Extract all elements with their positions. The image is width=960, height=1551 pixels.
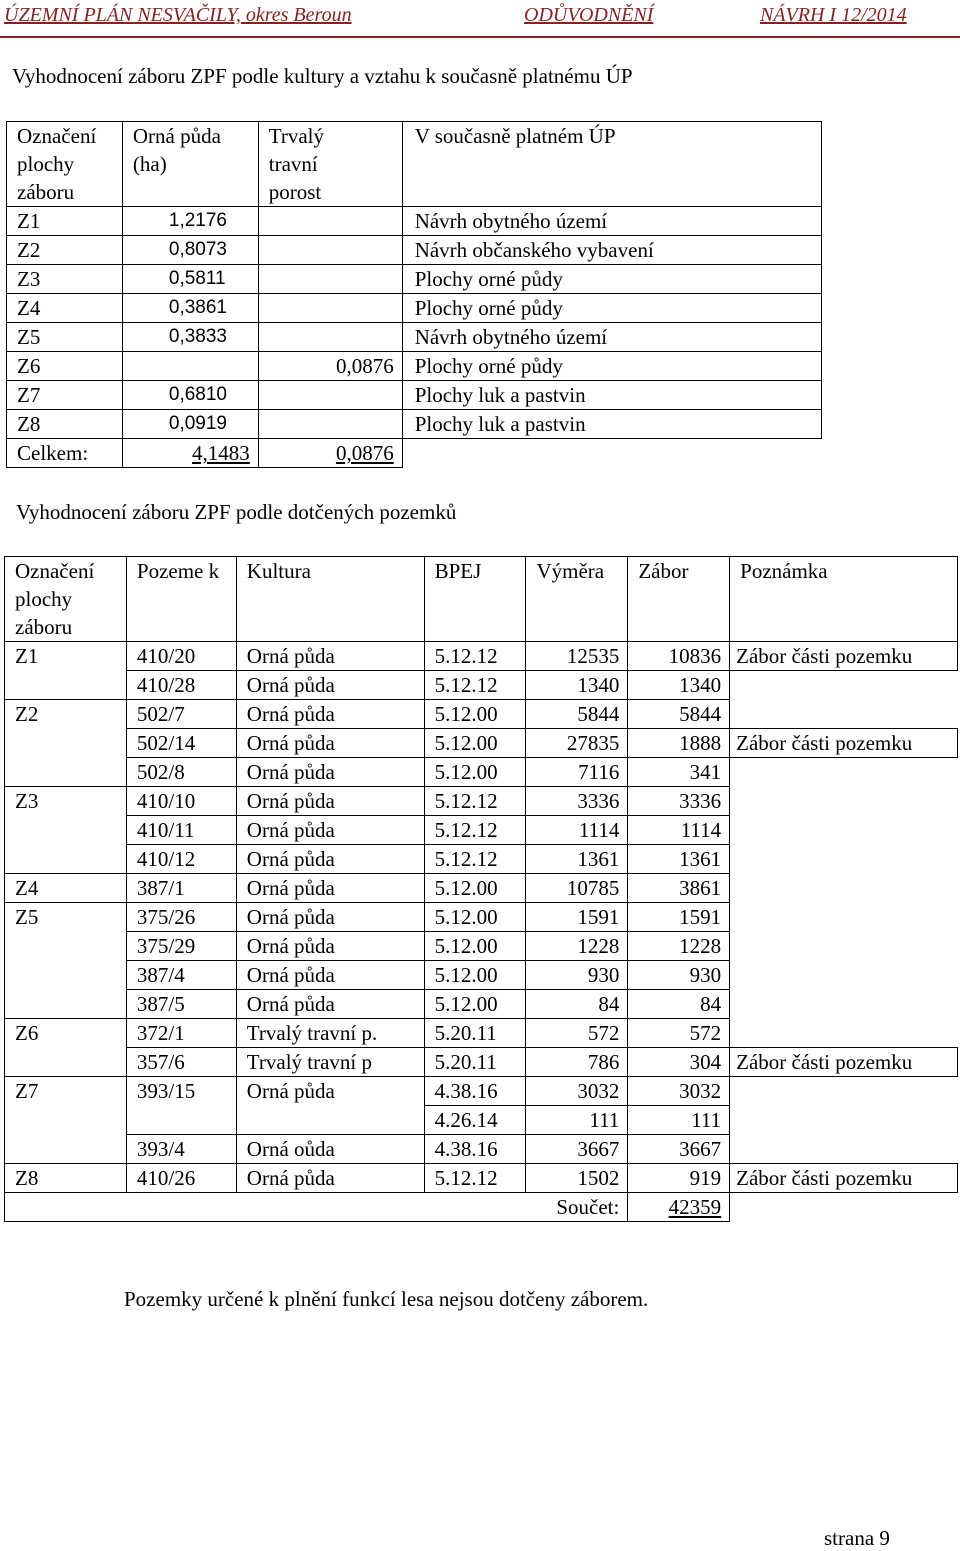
parcel-size: 1114 bbox=[526, 816, 628, 845]
culture: Orná půda bbox=[236, 758, 424, 787]
parcel-number: 357/6 bbox=[126, 1048, 236, 1077]
sum-empty bbox=[730, 1193, 958, 1222]
note bbox=[730, 961, 958, 990]
arable-area: 1,2176 bbox=[122, 207, 258, 236]
header-section: ODŮVODNĚNÍ bbox=[524, 4, 654, 26]
bpej-code: 5.12.12 bbox=[424, 1164, 526, 1193]
area-id: Z2 bbox=[7, 236, 123, 265]
parcel-row bbox=[5, 1019, 958, 1048]
header-take: Zábor bbox=[628, 557, 730, 642]
take-size: 1228 bbox=[628, 932, 730, 961]
header-arable-land: Orná půda (ha) bbox=[122, 122, 258, 207]
parcel-size: 1591 bbox=[526, 903, 628, 932]
parcel-number: 393/15 bbox=[126, 1077, 236, 1135]
parcel-row bbox=[5, 642, 958, 671]
note: Zábor části pozemku bbox=[730, 642, 958, 671]
note bbox=[730, 1077, 958, 1106]
land-use-row bbox=[7, 207, 822, 236]
parcel-row bbox=[5, 903, 958, 932]
current-plan-use: Návrh obytného území bbox=[402, 323, 821, 352]
parcel-size: 5844 bbox=[526, 700, 628, 729]
note bbox=[730, 671, 958, 700]
area-id: Z3 bbox=[7, 265, 123, 294]
area-id: Z4 bbox=[5, 874, 127, 903]
take-size: 1340 bbox=[628, 671, 730, 700]
section2-title: Vyhodnocení záboru ZPF podle dotčených pozemků bbox=[16, 500, 457, 524]
arable-area: 0,6810 bbox=[122, 381, 258, 410]
culture: Orná půda bbox=[236, 1164, 424, 1193]
forest-note: Pozemky určené k plnění funkcí lesa nejsou dotčeny záborem. bbox=[124, 1287, 649, 1311]
area-id: Z5 bbox=[7, 323, 123, 352]
take-size: 3032 bbox=[628, 1077, 730, 1106]
header-current-plan: V současně platném ÚP bbox=[402, 122, 821, 207]
current-plan-use: Plochy orné půdy bbox=[402, 294, 821, 323]
parcel-size: 930 bbox=[526, 961, 628, 990]
bpej-code: 5.12.00 bbox=[424, 903, 526, 932]
arable-area: 0,0919 bbox=[122, 410, 258, 439]
take-size: 304 bbox=[628, 1048, 730, 1077]
area-id: Z5 bbox=[5, 903, 127, 1019]
culture: Orná půda bbox=[236, 1077, 424, 1135]
parcel-number: 375/26 bbox=[126, 903, 236, 932]
area-id: Z4 bbox=[7, 294, 123, 323]
header-bpej: BPEJ bbox=[424, 557, 526, 642]
parcel-size: 1340 bbox=[526, 671, 628, 700]
take-size: 111 bbox=[628, 1106, 730, 1135]
parcel-size: 84 bbox=[526, 990, 628, 1019]
culture: Orná půda bbox=[236, 729, 424, 758]
parcel-size: 786 bbox=[526, 1048, 628, 1077]
note bbox=[730, 1019, 958, 1048]
parcel-number: 410/26 bbox=[126, 1164, 236, 1193]
take-size: 3861 bbox=[628, 874, 730, 903]
note bbox=[730, 903, 958, 932]
bpej-code: 4.38.16 bbox=[424, 1077, 526, 1106]
current-plan-use: Plochy luk a pastvin bbox=[402, 381, 821, 410]
culture: Orná půda bbox=[236, 816, 424, 845]
parcel-header-row bbox=[5, 557, 958, 642]
parcel-number: 393/4 bbox=[126, 1135, 236, 1164]
parcel-row bbox=[5, 1164, 958, 1193]
area-id: Z6 bbox=[5, 1019, 127, 1077]
header-version: NÁVRH I 12/2014 bbox=[760, 4, 907, 26]
culture: Orná půda bbox=[236, 642, 424, 671]
parcel-row bbox=[5, 1077, 958, 1106]
land-use-row bbox=[7, 381, 822, 410]
area-id: Z7 bbox=[7, 381, 123, 410]
parcel-number: 387/5 bbox=[126, 990, 236, 1019]
area-id: Z2 bbox=[5, 700, 127, 787]
grassland-area: 0,0876 bbox=[258, 352, 402, 381]
bpej-code: 5.12.12 bbox=[424, 816, 526, 845]
note: Zábor části pozemku bbox=[730, 1048, 958, 1077]
parcel-number: 410/20 bbox=[126, 642, 236, 671]
bpej-code: 5.12.00 bbox=[424, 961, 526, 990]
parcel-row bbox=[5, 932, 958, 961]
culture: Orná půda bbox=[236, 700, 424, 729]
take-size: 84 bbox=[628, 990, 730, 1019]
total-arable: 4,1483 bbox=[122, 439, 258, 468]
parcel-size: 12535 bbox=[526, 642, 628, 671]
grassland-area bbox=[258, 410, 402, 439]
take-size: 919 bbox=[628, 1164, 730, 1193]
parcel-number: 410/10 bbox=[126, 787, 236, 816]
bpej-code: 5.20.11 bbox=[424, 1048, 526, 1077]
header-culture: Kultura bbox=[236, 557, 424, 642]
grassland-area bbox=[258, 207, 402, 236]
arable-area: 0,5811 bbox=[122, 265, 258, 294]
land-use-row bbox=[7, 410, 822, 439]
culture: Orná oůda bbox=[236, 1135, 424, 1164]
grassland-area bbox=[258, 236, 402, 265]
parcel-size: 1361 bbox=[526, 845, 628, 874]
arable-area bbox=[122, 352, 258, 381]
note bbox=[730, 1135, 958, 1164]
sum-value: 42359 bbox=[628, 1193, 730, 1222]
parcel-number: 372/1 bbox=[126, 1019, 236, 1048]
parcel-size: 3667 bbox=[526, 1135, 628, 1164]
parcel-size: 10785 bbox=[526, 874, 628, 903]
parcel-size: 3336 bbox=[526, 787, 628, 816]
parcel-number: 387/1 bbox=[126, 874, 236, 903]
grassland-area bbox=[258, 294, 402, 323]
arable-area: 0,8073 bbox=[122, 236, 258, 265]
parcel-number: 410/12 bbox=[126, 845, 236, 874]
note: Zábor části pozemku bbox=[730, 729, 958, 758]
arable-area: 0,3833 bbox=[122, 323, 258, 352]
culture: Orná půda bbox=[236, 845, 424, 874]
take-size: 3336 bbox=[628, 787, 730, 816]
parcel-number: 410/28 bbox=[126, 671, 236, 700]
land-use-row bbox=[7, 236, 822, 265]
note bbox=[730, 700, 958, 729]
bpej-code: 5.20.11 bbox=[424, 1019, 526, 1048]
parcel-row bbox=[5, 758, 958, 787]
take-size: 5844 bbox=[628, 700, 730, 729]
parcel-table bbox=[4, 556, 958, 1222]
take-size: 1361 bbox=[628, 845, 730, 874]
parcel-row bbox=[5, 961, 958, 990]
parcel-row bbox=[5, 874, 958, 903]
current-plan-use: Návrh občanského vybavení bbox=[402, 236, 821, 265]
parcel-size: 27835 bbox=[526, 729, 628, 758]
note bbox=[730, 758, 958, 787]
bpej-code: 5.12.00 bbox=[424, 700, 526, 729]
bpej-code: 5.12.00 bbox=[424, 874, 526, 903]
parcel-number: 387/4 bbox=[126, 961, 236, 990]
parcel-size: 572 bbox=[526, 1019, 628, 1048]
bpej-code: 5.12.00 bbox=[424, 932, 526, 961]
header-parcel: Pozeme k bbox=[126, 557, 236, 642]
total-label: Celkem: bbox=[7, 439, 123, 468]
culture: Orná půda bbox=[236, 903, 424, 932]
culture: Orná půda bbox=[236, 961, 424, 990]
note bbox=[730, 1106, 958, 1135]
total-grassland: 0,0876 bbox=[258, 439, 402, 468]
land-use-table bbox=[6, 121, 822, 468]
land-use-row bbox=[7, 265, 822, 294]
header-document-title: ÚZEMNÍ PLÁN NESVAČILY, okres Beroun bbox=[4, 4, 352, 26]
culture: Trvalý travní p. bbox=[236, 1019, 424, 1048]
parcel-size: 1502 bbox=[526, 1164, 628, 1193]
land-use-row bbox=[7, 352, 822, 381]
bpej-code: 5.12.12 bbox=[424, 845, 526, 874]
page-header bbox=[0, 0, 960, 40]
note bbox=[730, 787, 958, 816]
culture: Orná půda bbox=[236, 787, 424, 816]
area-id: Z8 bbox=[5, 1164, 127, 1193]
total-empty bbox=[402, 439, 821, 468]
parcel-number: 410/11 bbox=[126, 816, 236, 845]
culture: Orná půda bbox=[236, 874, 424, 903]
culture: Trvalý travní p bbox=[236, 1048, 424, 1077]
bpej-code: 5.12.00 bbox=[424, 729, 526, 758]
parcel-row bbox=[5, 787, 958, 816]
parcel-sum-row bbox=[5, 1193, 958, 1222]
land-use-row bbox=[7, 294, 822, 323]
take-size: 930 bbox=[628, 961, 730, 990]
parcel-row bbox=[5, 1048, 958, 1077]
header-area-id: Označení plochy záboru bbox=[5, 557, 127, 642]
take-size: 1114 bbox=[628, 816, 730, 845]
parcel-number: 375/29 bbox=[126, 932, 236, 961]
parcel-row bbox=[5, 816, 958, 845]
bpej-code: 4.38.16 bbox=[424, 1135, 526, 1164]
area-id: Z8 bbox=[7, 410, 123, 439]
culture: Orná půda bbox=[236, 932, 424, 961]
take-size: 572 bbox=[628, 1019, 730, 1048]
section1-title: Vyhodnocení záboru ZPF podle kultury a vztahu k současně platnému ÚP bbox=[12, 64, 633, 88]
note bbox=[730, 932, 958, 961]
take-size: 10836 bbox=[628, 642, 730, 671]
parcel-size: 3032 bbox=[526, 1077, 628, 1106]
parcel-size: 7116 bbox=[526, 758, 628, 787]
take-size: 3667 bbox=[628, 1135, 730, 1164]
page-number: strana 9 bbox=[824, 1526, 890, 1550]
grassland-area bbox=[258, 265, 402, 294]
bpej-code: 4.26.14 bbox=[424, 1106, 526, 1135]
current-plan-use: Návrh obytného území bbox=[402, 207, 821, 236]
culture: Orná půda bbox=[236, 671, 424, 700]
parcel-row bbox=[5, 845, 958, 874]
land-use-header-row bbox=[7, 122, 822, 207]
parcel-size: 111 bbox=[526, 1106, 628, 1135]
area-id: Z1 bbox=[7, 207, 123, 236]
header-rule bbox=[0, 36, 960, 38]
note bbox=[730, 816, 958, 845]
bpej-code: 5.12.12 bbox=[424, 671, 526, 700]
note bbox=[730, 874, 958, 903]
parcel-row bbox=[5, 990, 958, 1019]
parcel-number: 502/8 bbox=[126, 758, 236, 787]
bpej-code: 5.12.12 bbox=[424, 642, 526, 671]
take-size: 1591 bbox=[628, 903, 730, 932]
parcel-number: 502/7 bbox=[126, 700, 236, 729]
note bbox=[730, 845, 958, 874]
take-size: 341 bbox=[628, 758, 730, 787]
header-area-id: Označení plochy záboru bbox=[7, 122, 123, 207]
bpej-code: 5.12.00 bbox=[424, 990, 526, 1019]
land-use-row bbox=[7, 323, 822, 352]
current-plan-use: Plochy orné půdy bbox=[402, 265, 821, 294]
parcel-row bbox=[5, 729, 958, 758]
current-plan-use: Plochy luk a pastvin bbox=[402, 410, 821, 439]
land-use-total-row bbox=[7, 439, 822, 468]
header-note: Poznámka bbox=[730, 557, 958, 642]
bpej-code: 5.12.00 bbox=[424, 758, 526, 787]
culture: Orná půda bbox=[236, 990, 424, 1019]
parcel-size: 1228 bbox=[526, 932, 628, 961]
bpej-code: 5.12.12 bbox=[424, 787, 526, 816]
arable-area: 0,3861 bbox=[122, 294, 258, 323]
parcel-number: 502/14 bbox=[126, 729, 236, 758]
area-id: Z3 bbox=[5, 787, 127, 874]
header-size: Výměra bbox=[526, 557, 628, 642]
area-id: Z1 bbox=[5, 642, 127, 700]
parcel-row bbox=[5, 671, 958, 700]
parcel-row bbox=[5, 1135, 958, 1164]
area-id: Z6 bbox=[7, 352, 123, 381]
note: Zábor části pozemku bbox=[730, 1164, 958, 1193]
grassland-area bbox=[258, 381, 402, 410]
grassland-area bbox=[258, 323, 402, 352]
take-size: 1888 bbox=[628, 729, 730, 758]
parcel-row bbox=[5, 700, 958, 729]
note bbox=[730, 990, 958, 1019]
area-id: Z7 bbox=[5, 1077, 127, 1164]
sum-label: Součet: bbox=[5, 1193, 628, 1222]
current-plan-use: Plochy orné půdy bbox=[402, 352, 821, 381]
header-grassland: Trvalý travní porost bbox=[258, 122, 402, 207]
